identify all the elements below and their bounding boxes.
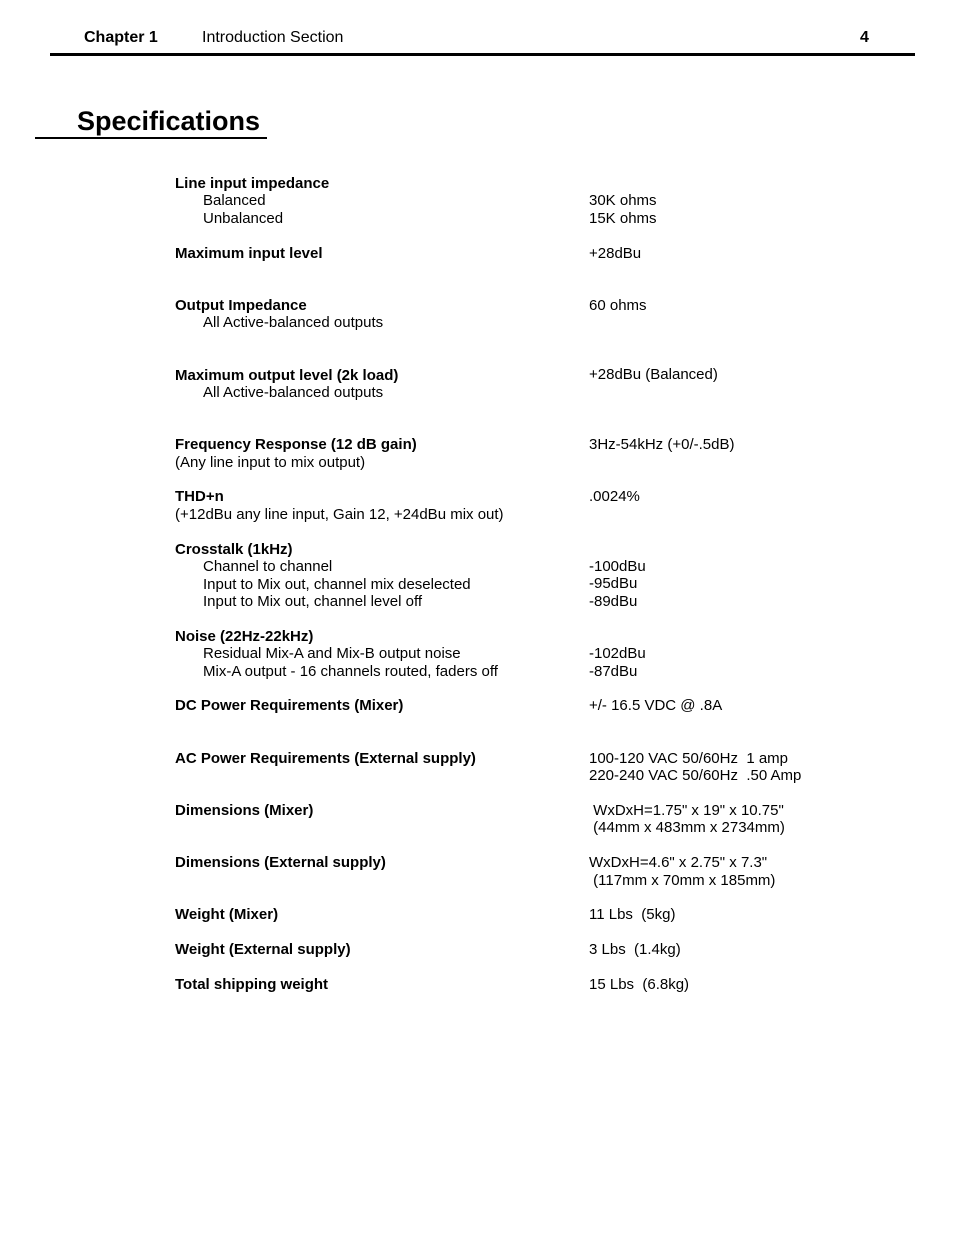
spec-value-weight-supply: 3 Lbs (1.4kg): [589, 941, 681, 958]
spec-value-max-output-level: +28dBu (Balanced): [589, 366, 718, 383]
title-underline: [35, 137, 267, 139]
spec-label-thd: THD+n: [175, 488, 224, 505]
page-number: 4: [860, 29, 869, 46]
spec-note-max-output-level: All Active-balanced outputs: [203, 384, 384, 401]
spec-sublabel-crosstalk: Input to Mix out, channel mix deselected: [203, 576, 471, 593]
spec-sublabel-balanced: Balanced: [203, 192, 266, 209]
spec-value-thd: .0024%: [589, 488, 640, 505]
spec-sublabel-crosstalk: Channel to channel: [203, 558, 333, 575]
spec-sublabel-crosstalk: Input to Mix out, channel level off: [203, 593, 423, 610]
spec-label-ac-power: AC Power Requirements (External supply): [175, 750, 476, 767]
spec-value-frequency-response: 3Hz-54kHz (+0/-.5dB): [589, 436, 735, 453]
spec-label-shipping-weight: Total shipping weight: [175, 976, 329, 993]
spec-value-max-input-level: +28dBu: [589, 245, 642, 262]
spec-label-max-input-level: Maximum input level: [175, 245, 323, 262]
spec-sublabel-unbalanced: Unbalanced: [203, 210, 284, 227]
spec-label-noise: Noise (22Hz-22kHz): [175, 628, 314, 645]
spec-value-weight-mixer: 11 Lbs (5kg): [589, 906, 676, 923]
spec-label-dc-power: DC Power Requirements (Mixer): [175, 697, 404, 714]
spec-value-dimensions-mixer-1: WxDxH=1.75" x 19" x 10.75": [589, 802, 784, 819]
spec-value-dc-power: +/- 16.5 VDC @ .8A: [589, 697, 723, 714]
spec-note-frequency-response: (Any line input to mix output): [175, 454, 366, 471]
spec-value-crosstalk: -100dBu: [589, 558, 646, 575]
section-title: Introduction Section: [202, 29, 344, 46]
spec-note-thd: (+12dBu any line input, Gain 12, +24dBu mix out): [175, 506, 504, 523]
spec-value-shipping-weight: 15 Lbs (6.8kg): [589, 976, 690, 993]
spec-value-ac-power-2: 220-240 VAC 50/60Hz .50 Amp: [589, 767, 802, 784]
spec-value-balanced: 30K ohms: [589, 192, 657, 209]
spec-value-noise: -87dBu: [589, 663, 638, 680]
spec-value-output-impedance: 60 ohms: [589, 297, 647, 314]
spec-label-weight-supply: Weight (External supply): [175, 941, 351, 958]
spec-note-output-impedance: All Active-balanced outputs: [203, 314, 384, 331]
spec-label-output-impedance: Output Impedance: [175, 297, 307, 314]
spec-value-unbalanced: 15K ohms: [589, 210, 657, 227]
spec-label-crosstalk: Crosstalk (1kHz): [175, 541, 293, 558]
spec-label-dimensions-mixer: Dimensions (Mixer): [175, 802, 314, 819]
chapter-label: Chapter 1: [84, 29, 158, 46]
page-title: Specifications: [77, 106, 261, 136]
spec-sublabel-noise: Residual Mix-A and Mix-B output noise: [203, 645, 461, 662]
spec-value-dimensions-supply-2: (117mm x 70mm x 185mm): [589, 872, 776, 889]
spec-value-crosstalk: -95dBu: [589, 575, 638, 592]
spec-label-line-input-impedance: Line input impedance: [175, 175, 330, 192]
spec-sublabel-noise: Mix-A output - 16 channels routed, faders off: [203, 663, 498, 680]
spec-value-dimensions-mixer-2: (44mm x 483mm x 2734mm): [589, 819, 785, 836]
spec-label-max-output-level: Maximum output level (2k load): [175, 367, 399, 384]
spec-value-dimensions-supply-1: WxDxH=4.6" x 2.75" x 7.3": [589, 854, 768, 871]
spec-value-noise: -102dBu: [589, 645, 646, 662]
spec-label-dimensions-supply: Dimensions (External supply): [175, 854, 386, 871]
spec-value-crosstalk: -89dBu: [589, 593, 638, 610]
header-divider: [50, 53, 915, 56]
spec-label-weight-mixer: Weight (Mixer): [175, 906, 279, 923]
spec-value-ac-power-1: 100-120 VAC 50/60Hz 1 amp: [589, 750, 789, 767]
spec-label-frequency-response: Frequency Response (12 dB gain): [175, 436, 417, 453]
